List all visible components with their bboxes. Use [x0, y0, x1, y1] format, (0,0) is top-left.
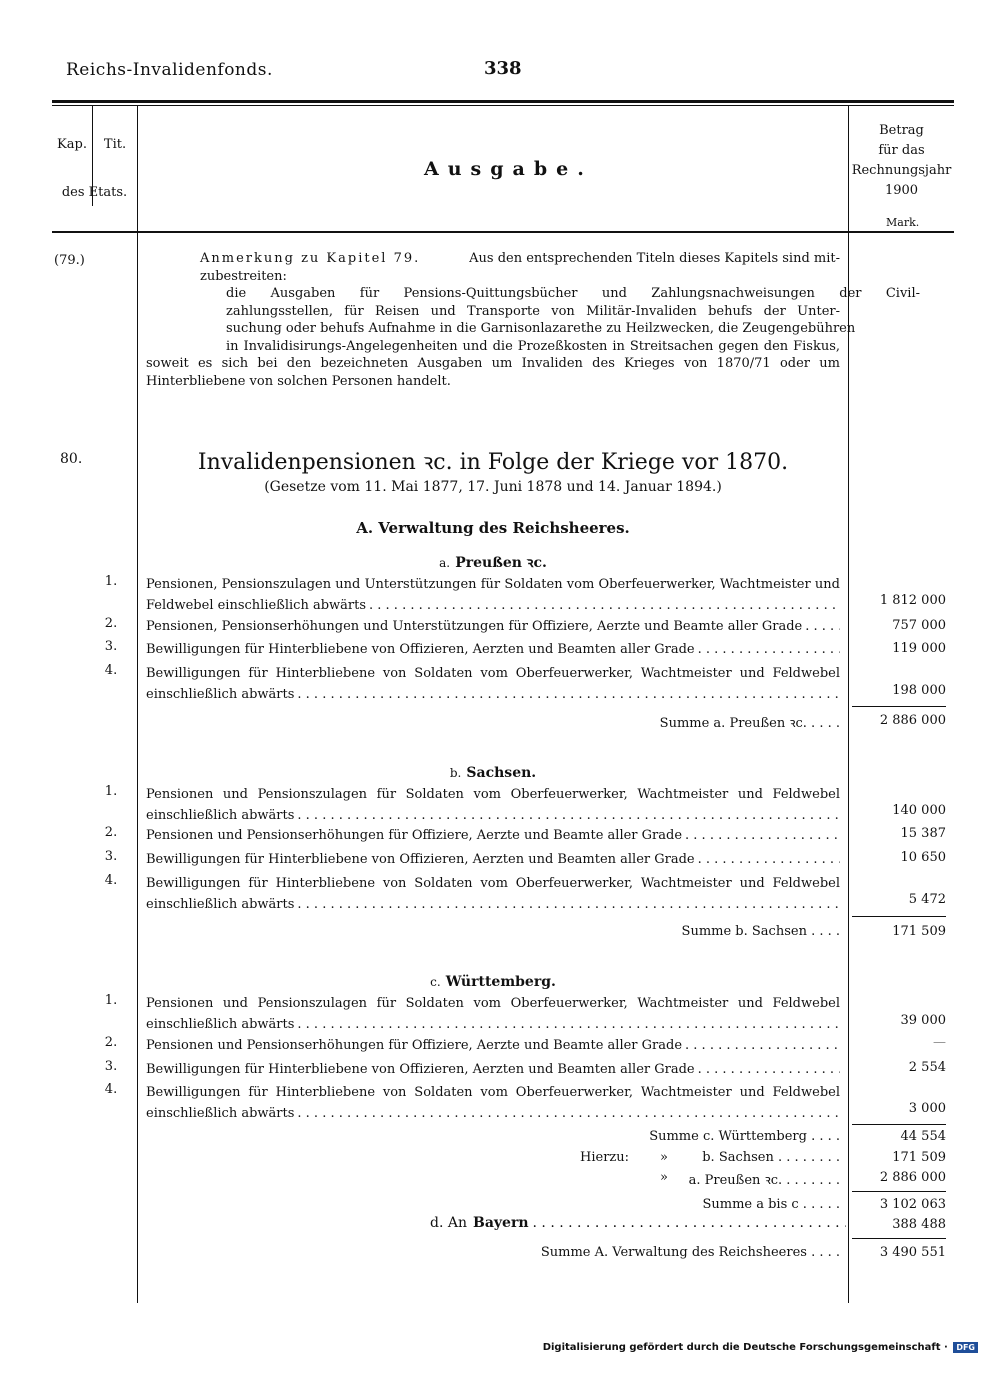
dot-leader [805, 616, 840, 637]
hierzu-b-label: b. Sachsen . . . . . . . . [702, 1150, 840, 1165]
dot-leader [698, 849, 840, 870]
sachsen-amount-2: 15 387 [900, 826, 946, 841]
top-rule-thin [52, 105, 954, 106]
dot-leader [698, 1059, 840, 1080]
preussen-item-1 [146, 574, 840, 616]
wuerttemberg-amount-3: 2 554 [908, 1060, 946, 1075]
sum-a-label: Summe A. Verwaltung des Reichsheeres . . . . [540, 1245, 840, 1260]
wuerttemberg-sum: 44 554 [900, 1129, 946, 1144]
note-kap-number: (79.) [54, 253, 85, 268]
wuerttemberg-amount-2: — [933, 1035, 946, 1050]
sachsen-heading [138, 762, 848, 781]
sachsen-amount-4: 5 472 [908, 892, 946, 907]
sachsen-amount-1: 140 000 [892, 803, 946, 818]
bayern-value: 388 488 [892, 1217, 946, 1232]
item-line-2: einschließlich abwärts [146, 687, 295, 702]
bayern-row [430, 1215, 846, 1231]
hierzu-label: Hierzu: [580, 1150, 630, 1165]
preussen-tit-1: 1. [104, 574, 118, 589]
hierzu-b-value: 171 509 [892, 1150, 946, 1165]
wuerttemberg-name: Württemberg. [445, 974, 556, 990]
item-line-2: einschließlich abwärts [146, 1017, 295, 1032]
note-line-1 [146, 250, 840, 268]
bayern-name: Bayern [473, 1215, 529, 1231]
preussen-name: Preußen ꝛc. [455, 555, 547, 571]
item-line-2: Feldwebel einschließlich abwärts [146, 598, 367, 613]
item-line-2: einschließlich abwärts [146, 897, 295, 912]
des-etats-header: des Etats. [61, 185, 128, 200]
dot-leader [533, 1215, 846, 1231]
item-line-1: Pensionen und Pensionszulagen für Soldaten vom Oberfeuerwerker, Wachtmeister und Feldwebel [146, 787, 840, 802]
preussen-item-4 [146, 663, 840, 705]
betrag-line-4: 1900 [884, 183, 919, 198]
sachsen-letter: b. [449, 766, 462, 780]
wuerttemberg-item-1 [146, 993, 840, 1035]
item-line-2: Pensionen und Pensionserhöhungen für Offiziere, Aerzte und Beamte aller Grade [146, 828, 683, 843]
chapter-title: Invalidenpensionen ꝛc. in Folge der Kriege vor 1870. [197, 450, 789, 475]
sachsen-amount-3: 10 650 [900, 850, 946, 865]
bayern-prefix: d. An [430, 1215, 467, 1231]
chapter-kap-number: 80. [60, 451, 83, 467]
sachsen-tit-1: 1. [104, 784, 118, 799]
sachsen-item-4 [146, 873, 840, 915]
note-block [146, 250, 920, 390]
dot-leader [297, 684, 840, 705]
sachsen-tit-3: 3. [104, 849, 118, 864]
note-full-2: Hinterbliebene von solchen Personen handelt. [146, 373, 451, 389]
preussen-sum: 2 886 000 [879, 713, 946, 728]
sum-rule [852, 706, 946, 707]
preussen-tit-3: 3. [104, 639, 118, 654]
preussen-amount-4: 198 000 [892, 683, 946, 698]
note-line-2: zubestreiten: [200, 268, 287, 284]
item-line-1: Bewilligungen für Hinterbliebene von Soldaten vom Oberfeuerwerker, Wachtmeister und Feldwebel [146, 666, 840, 681]
ditto-mark: » [660, 1150, 668, 1165]
sachsen-tit-2: 2. [104, 825, 118, 840]
dot-leader [685, 1035, 840, 1056]
sachsen-item-3 [146, 849, 840, 870]
section-a-heading: A. Verwaltung des Reichsheeres. [356, 519, 630, 537]
wuerttemberg-tit-2: 2. [104, 1035, 118, 1050]
dfg-logo: DFG [953, 1342, 978, 1353]
dot-leader [297, 1103, 840, 1124]
dot-leader [297, 894, 840, 915]
hierzu-a-label: a. Preußen ꝛc. . . . . . . . [688, 1173, 840, 1188]
dot-leader [685, 825, 840, 846]
preussen-item-3 [146, 639, 840, 660]
ditto-mark: » [660, 1170, 668, 1185]
section-title: Ausgabe. [424, 158, 593, 180]
footer-credit: Digitalisierung gefördert durch die Deutsche Forschungsgemeinschaft · DFG [543, 1342, 978, 1353]
preussen-sum-label: Summe a. Preußen ꝛc. . . . . [659, 716, 840, 731]
item-line-1: Bewilligungen für Hinterbliebene von Soldaten vom Oberfeuerwerker, Wachtmeister und Feldwebel [146, 1085, 840, 1100]
wuerttemberg-amount-1: 39 000 [900, 1013, 946, 1028]
dot-leader [297, 805, 840, 826]
betrag-line-2: für das [878, 143, 925, 158]
header-bottom-rule [52, 231, 954, 233]
note-full-1: soweit es sich bei den bezeichneten Ausgaben um Invaliden des Krieges von 1870/71 oder um [146, 356, 840, 371]
preussen-amount-3: 119 000 [892, 641, 946, 656]
betrag-header [849, 121, 954, 201]
note-indent-3: suchung oder behufs Aufnahme in die Garnisonlazarethe zu Heilzwecken, die Zeugengebühren [226, 321, 856, 336]
item-line-2: Bewilligungen für Hinterbliebene von Offizieren, Aerzten und Beamten aller Grade [146, 852, 695, 867]
sum-rule [852, 1191, 946, 1192]
dot-leader [297, 1014, 840, 1035]
sum-rule [852, 1124, 946, 1125]
item-line-2: einschließlich abwärts [146, 808, 295, 823]
wuerttemberg-amount-4: 3 000 [908, 1101, 946, 1116]
sum-abc-value: 3 102 063 [879, 1197, 946, 1212]
wuerttemberg-sum-label: Summe c. Württemberg . . . . [649, 1129, 840, 1144]
item-line-2: Bewilligungen für Hinterbliebene von Offizieren, Aerzten und Beamten aller Grade [146, 642, 695, 657]
preussen-letter: a. [439, 556, 451, 570]
note-label: Anmerkung zu Kapitel 79. [200, 251, 421, 266]
footer-text: Digitalisierung gefördert durch die Deutsche Forschungsgemeinschaft [542, 1342, 941, 1353]
wuerttemberg-item-2 [146, 1035, 840, 1056]
sum-abc-label: Summe a bis c . . . . . [702, 1197, 840, 1212]
item-line-2: Pensionen, Pensionserhöhungen und Unterstützungen für Offiziere, Aerzte und Beamte aller Grade [146, 619, 803, 634]
item-line-2: Bewilligungen für Hinterbliebene von Offizieren, Aerzten und Beamten aller Grade [146, 1062, 695, 1077]
hierzu-a-value: 2 886 000 [879, 1170, 946, 1185]
page-number: 338 [484, 58, 522, 79]
sachsen-sum: 171 509 [892, 924, 946, 939]
kap-header: Kap. [57, 137, 87, 152]
sachsen-name: Sachsen. [466, 765, 537, 781]
sum-a-value: 3 490 551 [879, 1245, 946, 1260]
item-line-1: Pensionen und Pensionszulagen für Soldaten vom Oberfeuerwerker, Wachtmeister und Feldwebel [146, 996, 840, 1011]
item-line-1: Pensionen, Pensionszulagen und Unterstützungen für Soldaten vom Oberfeuerwerker, Wachtmeister und [146, 577, 840, 592]
dot-leader [369, 595, 840, 616]
sachsen-item-1 [146, 784, 840, 826]
sachsen-tit-4: 4. [104, 873, 118, 888]
betrag-line-3: Rechnungsjahr [851, 163, 952, 178]
dot-leader [698, 639, 840, 660]
sum-rule [852, 916, 946, 917]
wuerttemberg-tit-4: 4. [104, 1082, 118, 1097]
sachsen-item-2 [146, 825, 840, 846]
wuerttemberg-item-3 [146, 1059, 840, 1080]
preussen-heading [138, 552, 848, 572]
wuerttemberg-tit-1: 1. [104, 993, 118, 1008]
item-line-2: einschließlich abwärts [146, 1106, 295, 1121]
note-indent-2: zahlungsstellen, für Reisen und Transporte von Militär-Invaliden behufs der Unter- [226, 303, 840, 319]
item-line-1: Bewilligungen für Hinterbliebene von Soldaten vom Oberfeuerwerker, Wachtmeister und Feldwebel [146, 876, 840, 891]
wuerttemberg-heading [138, 971, 848, 990]
wuerttemberg-tit-3: 3. [104, 1059, 118, 1074]
unit-label: Mark. [886, 216, 920, 229]
preussen-tit-2: 2. [104, 616, 118, 631]
running-title: Reichs-Invalidenfonds. [66, 60, 273, 80]
note-indent-1: die Ausgaben für Pensions-Quittungsbücher und Zahlungsnachweisungen der Civil- [226, 286, 920, 301]
wuerttemberg-item-4 [146, 1082, 840, 1124]
note-line-1-rest: Aus den entsprechenden Titeln dieses Kapitels sind mit- [469, 251, 840, 266]
preussen-item-2 [146, 616, 840, 637]
top-rule [52, 100, 954, 103]
betrag-line-1: Betrag [879, 123, 924, 138]
text-column-left-rule [137, 106, 138, 1303]
preussen-tit-4: 4. [104, 663, 118, 678]
item-line-2: Pensionen und Pensionserhöhungen für Offiziere, Aerzte und Beamte aller Grade [146, 1038, 683, 1053]
sum-rule [852, 1238, 946, 1239]
tit-header: Tit. [103, 137, 127, 152]
wuerttemberg-letter: c. [430, 975, 441, 989]
note-indent-4: in Invalidisirungs-Angelegenheiten und die Prozeßkosten in Streitsachen gegen den Fiskus, [226, 338, 840, 354]
chapter-law-reference: (Gesetze vom 11. Mai 1877, 17. Juni 1878 und 14. Januar 1894.) [264, 479, 722, 495]
sachsen-sum-label: Summe b. Sachsen . . . . [681, 924, 840, 939]
preussen-amount-1: 1 812 000 [879, 593, 946, 608]
preussen-amount-2: 757 000 [892, 618, 946, 633]
